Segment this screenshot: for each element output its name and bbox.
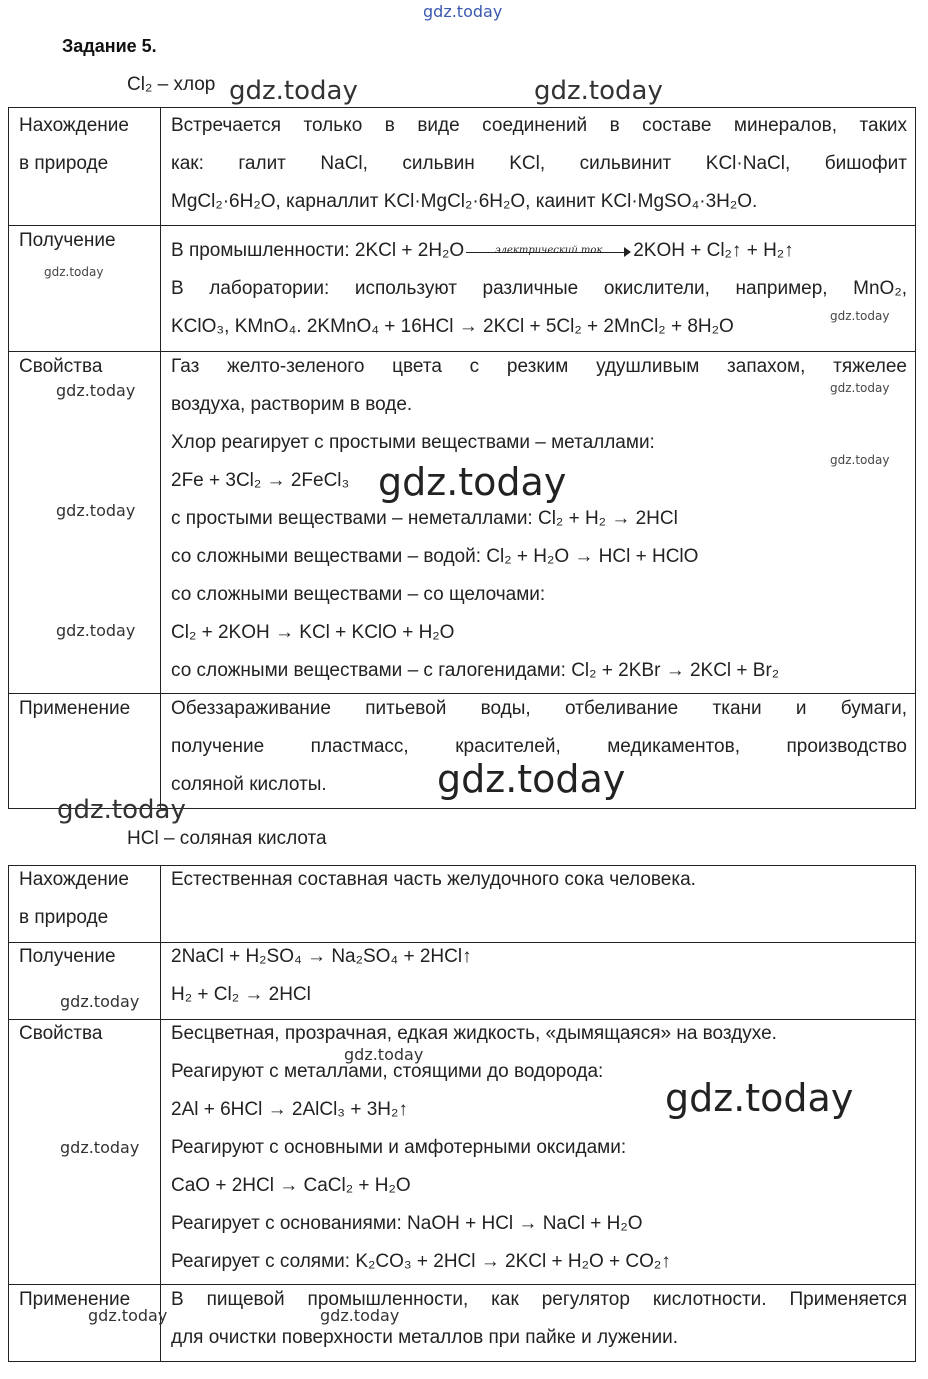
arrow-condition-label: электрический ток bbox=[494, 244, 603, 256]
row-header-application: Применение bbox=[19, 1289, 131, 1310]
text-line: со сложными веществами – с галогенидами: Cl₂ + 2KBr → 2KCl + Br₂ bbox=[171, 660, 780, 681]
text-line: Реагируют с металлами, стоящими до водорода: bbox=[171, 1061, 604, 1082]
row-header-line: в природе bbox=[19, 907, 109, 928]
row-header-properties: Свойства bbox=[19, 356, 103, 377]
row-header-line: в природе bbox=[19, 153, 109, 174]
watermark: gdz.today bbox=[60, 992, 140, 1011]
text-line: с простыми веществами – неметаллами: Cl₂ + H₂ → 2HCl bbox=[171, 508, 678, 529]
row-header-nature bbox=[19, 107, 157, 183]
equation: CaO + 2HCl → CaCl₂ + H₂O bbox=[171, 1175, 411, 1196]
equation-right: 2KOH + Cl₂↑ + H₂↑ bbox=[633, 240, 794, 261]
equation: H₂ + Cl₂ → 2HCl bbox=[171, 984, 311, 1005]
reaction-arrow bbox=[466, 241, 631, 261]
text-line: Встречается только в виде соединений в составе минералов, таких bbox=[171, 115, 907, 136]
watermark: gdz.today bbox=[830, 381, 890, 395]
text-line: для очистки поверхности металлов при пайке и лужении. bbox=[171, 1327, 679, 1348]
cell-nature bbox=[171, 107, 907, 221]
row-header-application: Применение bbox=[19, 698, 131, 719]
cell-production bbox=[171, 232, 907, 346]
column-divider bbox=[160, 866, 161, 1361]
text-line: Бесцветная, прозрачная, едкая жидкость, «дымящаяся» на воздухе. bbox=[171, 1023, 777, 1044]
watermark: gdz.today bbox=[56, 381, 136, 400]
row-header-line: Нахождение bbox=[19, 869, 129, 890]
text-line: Реагирует с солями: K₂CO₃ + 2HCl → 2KCl + H₂O + CO₂↑ bbox=[171, 1251, 671, 1272]
watermark: gdz.today bbox=[344, 1045, 424, 1064]
row-header-production: Получение bbox=[19, 230, 116, 251]
cell-properties bbox=[171, 348, 907, 690]
cell-application bbox=[171, 1281, 907, 1357]
text-line: воздуха, растворим в воде. bbox=[171, 394, 413, 415]
equation: 2Al + 6HCl → 2AlCl₃ + 3H₂↑ bbox=[171, 1099, 408, 1120]
watermark: gdz.today bbox=[378, 460, 567, 504]
hcl-subtitle: HCl – соляная кислота bbox=[127, 828, 327, 849]
watermark: gdz.today bbox=[56, 621, 136, 640]
text-line: со сложными веществами – водой: Cl₂ + H₂O → HCl + HClO bbox=[171, 546, 699, 567]
watermark: gdz.today bbox=[830, 453, 890, 467]
cell-nature bbox=[171, 861, 907, 899]
text-line: Реагирует с основаниями: NaOH + HCl → NaCl + H₂O bbox=[171, 1213, 643, 1234]
row-header-properties: Свойства bbox=[19, 1023, 103, 1044]
task-title: Задание 5. bbox=[62, 36, 157, 56]
row-header-production: Получение bbox=[19, 946, 116, 967]
equation: Cl₂ + 2KOH → KCl + KClO + H₂O bbox=[171, 622, 455, 643]
watermark: gdz.today bbox=[437, 757, 626, 801]
watermark-top: gdz.today bbox=[423, 2, 503, 21]
watermark: gdz.today bbox=[88, 1306, 168, 1325]
chlorine-subtitle: Cl₂ – хлор bbox=[127, 74, 216, 95]
cell-properties bbox=[171, 1015, 907, 1281]
equation: 2NaCl + H₂SO₄ → Na₂SO₄ + 2HCl↑ bbox=[171, 946, 472, 967]
text-line: получение пластмасс, красителей, медикаментов, производство bbox=[171, 736, 907, 757]
equation-left: В промышленности: 2KCl + 2H₂O bbox=[171, 240, 465, 261]
text-line: MgCl₂·6H₂O, карналлит KCl·MgCl₂·6H₂O, каинит KCl·MgSO₄·3H₂O. bbox=[171, 191, 758, 212]
cell-production bbox=[171, 938, 907, 1014]
watermark: gdz.today bbox=[534, 76, 663, 106]
text-line: В лаборатории: используют различные окислители, например, MnO₂, bbox=[171, 278, 907, 299]
text-line: Обеззараживание питьевой воды, отбеливание ткани и бумаги, bbox=[171, 698, 907, 719]
watermark: gdz.today bbox=[57, 795, 186, 825]
watermark: gdz.today bbox=[320, 1306, 400, 1325]
watermark: gdz.today bbox=[44, 265, 104, 279]
row-header-nature bbox=[19, 861, 157, 937]
text-line: Хлор реагирует с простыми веществами – металлами: bbox=[171, 432, 655, 453]
text-line: В пищевой промышленности, как регулятор кислотности. Применяется bbox=[171, 1289, 907, 1310]
watermark: gdz.today bbox=[60, 1138, 140, 1157]
text-line: Естественная составная часть желудочного сока человека. bbox=[171, 869, 696, 890]
column-divider bbox=[160, 108, 161, 808]
text-line: KClO₃, KMnO₄. 2KMnO₄ + 16HCl → 2KCl + 5Cl₂ + 2MnCl₂ + 8H₂O bbox=[171, 316, 734, 337]
watermark: gdz.today bbox=[56, 501, 136, 520]
text-line: соляной кислоты. bbox=[171, 774, 327, 795]
watermark: gdz.today bbox=[830, 309, 890, 323]
text-line: Реагируют с основными и амфотерными оксидами: bbox=[171, 1137, 627, 1158]
text-line: Газ желто-зеленого цвета с резким удушливым запахом, тяжелее bbox=[171, 356, 907, 377]
text-line: как: галит NaCl, сильвин KCl, сильвинит KCl·NaCl, бишофит bbox=[171, 153, 907, 174]
watermark: gdz.today bbox=[665, 1076, 854, 1120]
chlorine-table bbox=[8, 107, 916, 809]
text-line: со сложными веществами – со щелочами: bbox=[171, 584, 546, 605]
equation-industry bbox=[171, 232, 907, 270]
watermark: gdz.today bbox=[229, 76, 358, 106]
equation: 2Fe + 3Cl₂ → 2FeCl₃ bbox=[171, 470, 350, 491]
row-header-line: Нахождение bbox=[19, 115, 129, 136]
